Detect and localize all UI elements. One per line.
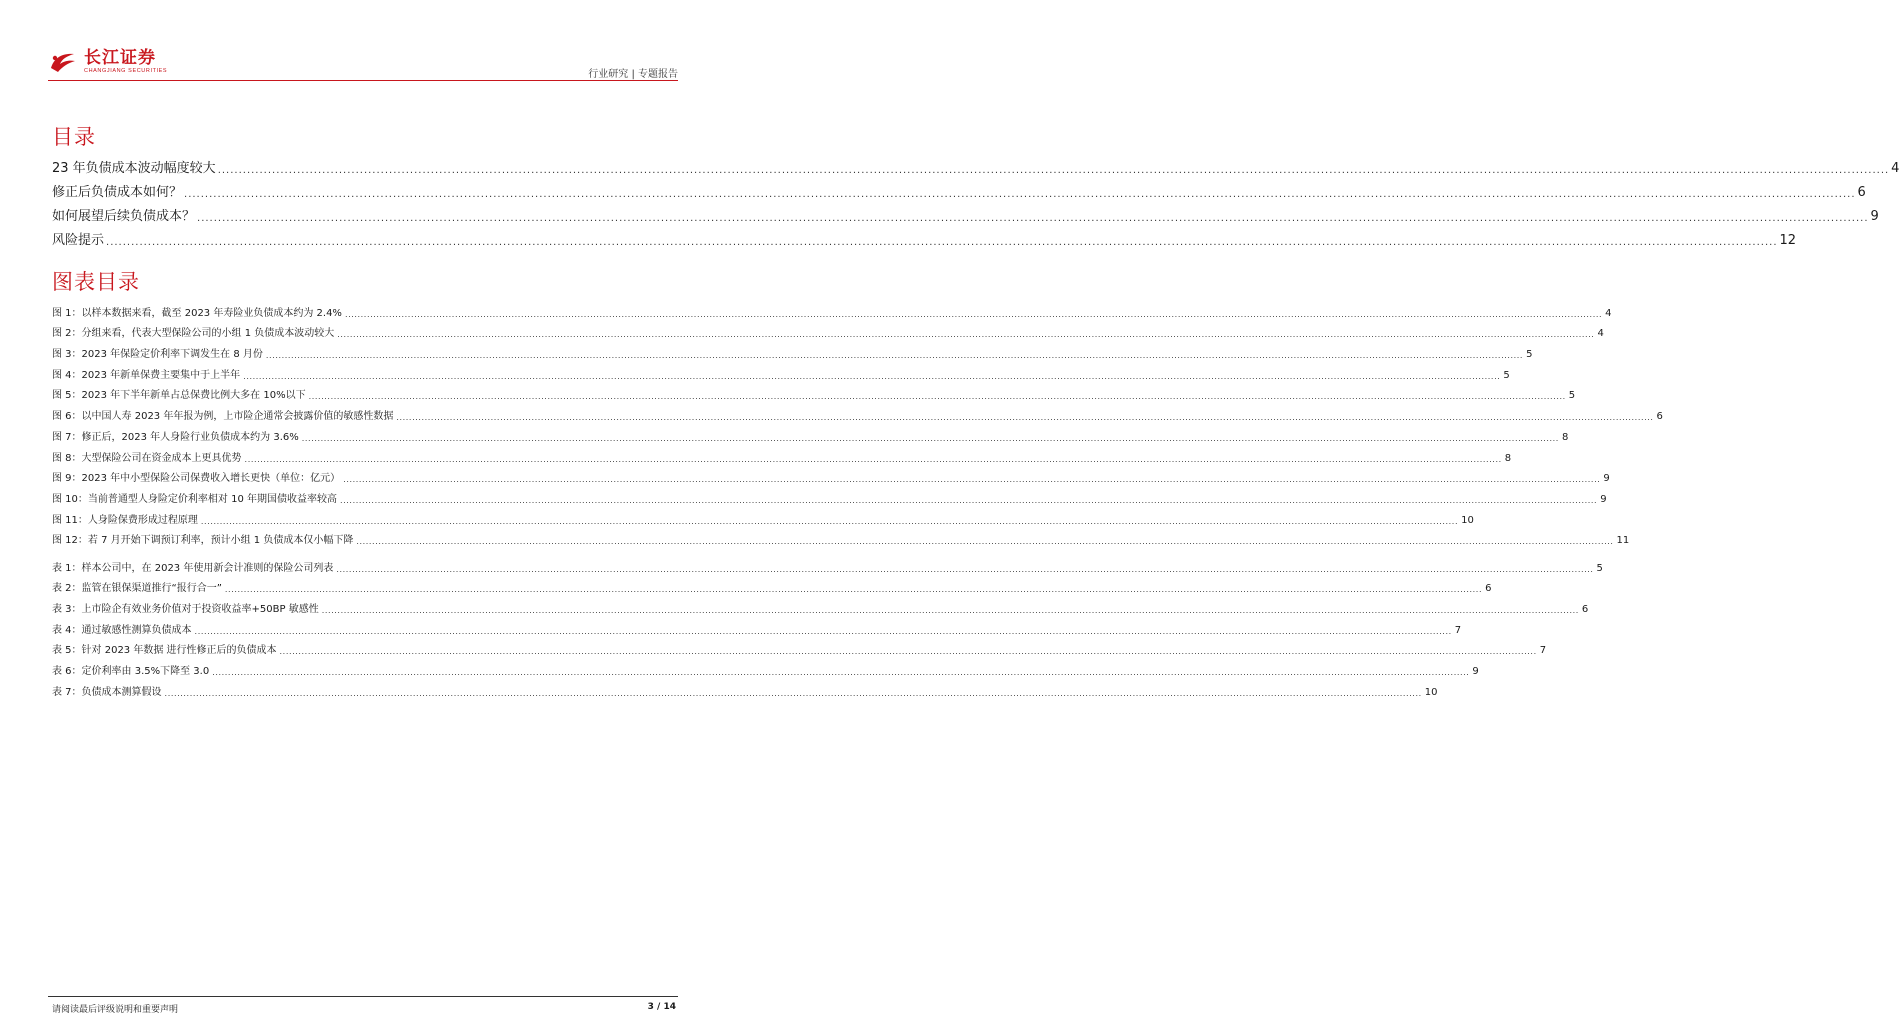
figure-entry-label: 图 9：2023 年中小型保险公司保费收入增长更快（单位：亿元） <box>52 473 341 485</box>
table-entry[interactable]: 表 7：负债成本测算假设 ................................................................................................................................................................................................................................................................................................................................................................................................................ 10 <box>52 677 672 698</box>
figure-entry-label: 图 6：以中国人寿 2023 年年报为例，上市险企通常会披露价值的敏感性数据 <box>52 411 394 423</box>
company-logo <box>48 50 167 75</box>
figure-entry-page: 4 <box>1597 328 1604 340</box>
toc-entry[interactable]: 风险提示 ................................................................................................................................................................................................................................................................................................................................................................................................................ 12 <box>52 224 672 248</box>
table-entry-page: 10 <box>1424 686 1438 698</box>
toc-entry-label: 如何展望后续负债成本？ <box>52 209 196 224</box>
figure-entry-label: 图 4：2023 年新单保费主要集中于上半年 <box>52 369 241 381</box>
figure-entry-label: 图 8：大型保险公司在资金成本上更具优势 <box>52 452 242 464</box>
figure-entry-label: 图 10：当前普通型人身险定价利率相对 10 年期国债收益率较高 <box>52 493 337 505</box>
header-divider <box>48 80 678 81</box>
figure-entry-page: 11 <box>1616 535 1630 547</box>
table-entry[interactable]: 表 3：上市险企有效业务价值对于投资收益率+50BP 敏感性 ................................................................................................................................................................................................................................................................................................................................................................................................................ 6 <box>52 594 672 615</box>
table-entry[interactable]: 表 5：针对 2023 年数据 进行性修正后的负债成本 ................................................................................................................................................................................................................................................................................................................................................................................................................ 7 <box>52 636 672 657</box>
figure-entry-label: 图 2：分组来看，代表大型保险公司的小组 1 负债成本波动较大 <box>52 328 335 340</box>
table-entry[interactable]: 表 6：定价利率由 3.5%下降至 3.0 ................................................................................................................................................................................................................................................................................................................................................................................................................ 9 <box>52 656 672 677</box>
figure-entry[interactable]: 图 2：分组来看，代表大型保险公司的小组 1 负债成本波动较大 ................................................................................................................................................................................................................................................................................................................................................................................................................ 4 <box>52 319 672 340</box>
toc-entry[interactable]: 修正后负债成本如何？ ................................................................................................................................................................................................................................................................................................................................................................................................................ 6 <box>52 176 672 200</box>
table-entry-label: 表 4：通过敏感性测算负债成本 <box>52 624 192 636</box>
table-entry-page: 9 <box>1472 666 1479 678</box>
toc-entry-page: 9 <box>1870 209 1879 224</box>
figure-entry[interactable]: 图 4：2023 年新单保费主要集中于上半年 ................................................................................................................................................................................................................................................................................................................................................................................................................ 5 <box>52 360 672 381</box>
figure-entry[interactable]: 图 10：当前普通型人身险定价利率相对 10 年期国债收益率较高 ................................................................................................................................................................................................................................................................................................................................................................................................................ 9 <box>52 484 672 505</box>
figure-entry-page: 9 <box>1603 473 1610 485</box>
figure-entry-label: 图 11：人身险保费形成过程原理 <box>52 514 198 526</box>
figure-entry-page: 8 <box>1561 431 1569 443</box>
table-entry-label: 表 5：针对 2023 年数据 进行性修正后的负债成本 <box>52 645 277 657</box>
table-entry[interactable]: 表 4：通过敏感性测算负债成本 ................................................................................................................................................................................................................................................................................................................................................................................................................ 7 <box>52 615 672 636</box>
figure-entry-page: 5 <box>1526 349 1533 361</box>
toc-entry-label: 修正后负债成本如何？ <box>52 185 183 200</box>
table-entry-page: 5 <box>1596 562 1603 574</box>
table-entry-label: 表 7：负债成本测算假设 <box>52 686 162 698</box>
toc-list <box>52 152 1899 248</box>
figure-entry-page: 5 <box>1503 369 1510 381</box>
footer-divider <box>48 996 678 997</box>
toc-entry[interactable]: 23 年负债成本波动幅度较大 ................................................................................................................................................................................................................................................................................................................................................................................................................ 4 <box>52 152 672 176</box>
toc-entry[interactable]: 如何展望后续负债成本？ ................................................................................................................................................................................................................................................................................................................................................................................................................ 9 <box>52 200 672 224</box>
table-entry-label: 表 3：上市险企有效业务价值对于投资收益率+50BP 敏感性 <box>52 604 319 616</box>
figure-entry[interactable]: 图 1：以样本数据来看，截至 2023 年寿险业负债成本约为 2.4% ................................................................................................................................................................................................................................................................................................................................................................................................................ 4 <box>52 298 672 319</box>
figure-entry[interactable]: 图 7：修正后，2023 年人身险行业负债成本约为 3.6% ................................................................................................................................................................................................................................................................................................................................................................................................................ 8 <box>52 422 672 443</box>
toc-entry-page: 4 <box>1891 161 1899 176</box>
figure-entry[interactable]: 图 8：大型保险公司在资金成本上更具优势 ................................................................................................................................................................................................................................................................................................................................................................................................................ 8 <box>52 443 672 464</box>
footer-disclaimer: 请阅读最后评级说明和重要声明 <box>52 1005 179 1015</box>
toc-entry-page: 12 <box>1779 233 1797 248</box>
figure-entry-label: 图 5：2023 年下半年新单占总保费比例大多在 10%以下 <box>52 390 306 402</box>
figure-entry[interactable]: 图 12：若 7 月开始下调预订利率，预计小组 1 负债成本仅小幅下降 ................................................................................................................................................................................................................................................................................................................................................................................................................ 11 <box>52 526 672 547</box>
figure-entry-page: 9 <box>1600 493 1607 505</box>
figure-entry-label: 图 12：若 7 月开始下调预订利率，预计小组 1 负债成本仅小幅下降 <box>52 535 354 547</box>
table-entry-label: 表 2：监管在银保渠道推行“报行合一” <box>52 583 222 595</box>
changjiang-logo-icon <box>48 50 78 74</box>
figure-entry-page: 10 <box>1461 514 1474 526</box>
toc-title: 目录 <box>52 125 96 149</box>
table-entry-page: 6 <box>1485 583 1492 595</box>
table-entry[interactable]: 表 2：监管在银保渠道推行“报行合一” ................................................................................................................................................................................................................................................................................................................................................................................................................ 6 <box>52 574 672 595</box>
figure-entry-page: 8 <box>1504 452 1512 464</box>
table-entry-label: 表 6：定价利率由 3.5%下降至 3.0 <box>52 666 210 678</box>
page-number: 3 / 14 <box>647 1002 676 1012</box>
toc-entry-label: 风险提示 <box>52 233 105 248</box>
figure-entry-page: 4 <box>1605 307 1612 319</box>
report-category: 行业研究 | 专题报告 <box>588 69 678 80</box>
table-entry-page: 7 <box>1539 645 1547 657</box>
figure-entry-label: 图 1：以样本数据来看，截至 2023 年寿险业负债成本约为 2.4% <box>52 307 342 319</box>
table-entry[interactable]: 表 1：样本公司中，在 2023 年使用新会计准则的保险公司列表 ................................................................................................................................................................................................................................................................................................................................................................................................................ 5 <box>52 553 672 574</box>
logo-chinese-name: 长江证券 <box>84 48 156 68</box>
logo-english-name: CHANGJIANG SECURITIES <box>84 68 168 74</box>
toc-entry-page: 6 <box>1857 185 1866 200</box>
figure-entry[interactable]: 图 9：2023 年中小型保险公司保费收入增长更快（单位：亿元） ................................................................................................................................................................................................................................................................................................................................................................................................................ 9 <box>52 464 672 485</box>
figure-entry[interactable]: 图 3：2023 年保险定价利率下调发生在 8 月份 ................................................................................................................................................................................................................................................................................................................................................................................................................ 5 <box>52 339 672 360</box>
figures-toc-title: 图表目录 <box>52 270 140 294</box>
tables-list <box>52 553 1603 698</box>
table-entry-page: 6 <box>1581 604 1589 616</box>
figures-list <box>52 298 1663 547</box>
figure-entry-label: 图 7：修正后，2023 年人身险行业负债成本约为 3.6% <box>52 431 299 443</box>
figure-entry[interactable]: 图 5：2023 年下半年新单占总保费比例大多在 10%以下 ................................................................................................................................................................................................................................................................................................................................................................................................................ 5 <box>52 381 672 402</box>
table-entry-label: 表 1：样本公司中，在 2023 年使用新会计准则的保险公司列表 <box>52 562 334 574</box>
figure-entry[interactable]: 图 6：以中国人寿 2023 年年报为例，上市险企通常会披露价值的敏感性数据 ................................................................................................................................................................................................................................................................................................................................................................................................................ 6 <box>52 401 672 422</box>
figure-entry-label: 图 3：2023 年保险定价利率下调发生在 8 月份 <box>52 349 263 361</box>
table-entry-page: 7 <box>1454 624 1462 636</box>
figure-entry-page: 5 <box>1568 390 1576 402</box>
figure-entry[interactable]: 图 11：人身险保费形成过程原理 ................................................................................................................................................................................................................................................................................................................................................................................................................ 10 <box>52 505 672 526</box>
toc-entry-label: 23 年负债成本波动幅度较大 <box>52 161 216 176</box>
figure-entry-page: 6 <box>1656 411 1663 423</box>
